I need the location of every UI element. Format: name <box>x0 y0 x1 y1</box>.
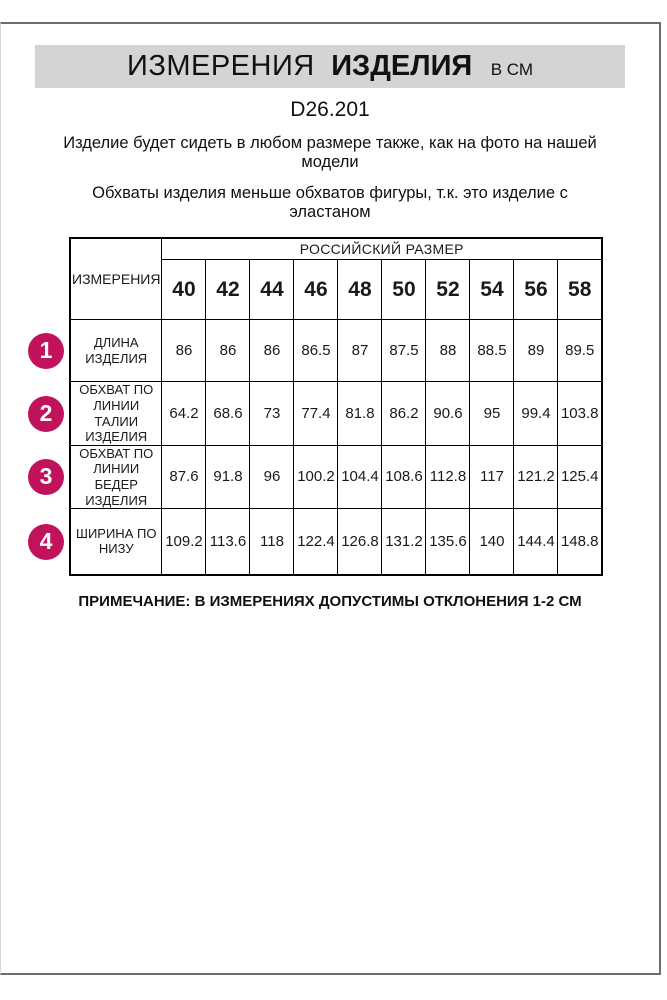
cell-r4-size48: 126.8 <box>338 509 382 575</box>
size-column-52: 52 <box>426 260 470 320</box>
cell-r2-size56: 99.4 <box>514 382 558 445</box>
cell-r1-size56: 89 <box>514 320 558 382</box>
model-code: D26.201 <box>290 98 370 121</box>
cell-r2-size54: 95 <box>470 382 514 445</box>
row-marker-number: 2 <box>39 400 53 427</box>
cell-r2-size48: 81.8 <box>338 382 382 445</box>
size-column-46: 46 <box>294 260 338 320</box>
row-marker-number: 3 <box>39 463 53 490</box>
cell-r2-size50: 86.2 <box>382 382 426 445</box>
cell-r2-size52: 90.6 <box>426 382 470 445</box>
cell-r4-size46: 122.4 <box>294 509 338 575</box>
cell-r2-size42: 68.6 <box>206 382 250 445</box>
page-title <box>35 45 625 88</box>
cell-r3-size50: 108.6 <box>382 445 426 508</box>
table-row <box>70 320 602 382</box>
cell-r4-size56: 144.4 <box>514 509 558 575</box>
row-header-3: ОБХВАТ ПО ЛИНИИ БЕДЕР ИЗДЕЛИЯ <box>70 445 162 508</box>
intro-line-2: Обхваты изделия меньше обхватов фигуры, т.к. это изделие с эластаном <box>92 183 568 222</box>
row-marker-2 <box>28 396 64 432</box>
size-column-42: 42 <box>206 260 250 320</box>
cell-r1-size40: 86 <box>162 320 206 382</box>
title-measurements: ИЗМЕРЕНИЯ <box>126 50 315 82</box>
page-frame <box>0 22 661 975</box>
cell-r3-size44: 96 <box>250 445 294 508</box>
cell-r1-size48: 87 <box>338 320 382 382</box>
cell-r4-size54: 140 <box>470 509 514 575</box>
table-row <box>70 445 602 508</box>
cell-r2-size44: 73 <box>250 382 294 445</box>
row-header-1: ДЛИНА ИЗДЕЛИЯ <box>70 320 162 382</box>
cell-r3-size58: 125.4 <box>558 445 602 508</box>
cell-r3-size42: 91.8 <box>206 445 250 508</box>
cell-r3-size48: 104.4 <box>338 445 382 508</box>
title-unit-cm: В СМ <box>490 60 534 79</box>
intro-line-1: Изделие будет сидеть в любом размере также, как на фото на нашей модели <box>63 134 597 172</box>
russian-size-header: РОССИЙСКИЙ РАЗМЕР <box>162 238 602 260</box>
cell-r2-size58: 103.8 <box>558 382 602 445</box>
cell-r1-size46: 86.5 <box>294 320 338 382</box>
row-marker-3 <box>28 459 64 495</box>
row-marker-number: 1 <box>39 337 53 364</box>
cell-r2-size40: 64.2 <box>162 382 206 445</box>
cell-r4-size50: 131.2 <box>382 509 426 575</box>
size-column-50: 50 <box>382 260 426 320</box>
cell-r1-size52: 88 <box>426 320 470 382</box>
size-column-56: 56 <box>514 260 558 320</box>
cell-r3-size46: 100.2 <box>294 445 338 508</box>
size-column-48: 48 <box>338 260 382 320</box>
cell-r4-size40: 109.2 <box>162 509 206 575</box>
cell-r3-size54: 117 <box>470 445 514 508</box>
size-column-58: 58 <box>558 260 602 320</box>
table-row <box>70 509 602 575</box>
size-table-area <box>1 237 659 576</box>
footnote: ПРИМЕЧАНИЕ: В ИЗМЕРЕНИЯХ ДОПУСТИМЫ ОТКЛОНЕНИЯ 1-2 СМ <box>78 592 582 610</box>
cell-r4-size58: 148.8 <box>558 509 602 575</box>
cell-r1-size50: 87.5 <box>382 320 426 382</box>
row-header-4: ШИРИНА ПО НИЗУ <box>70 509 162 575</box>
row-header-2: ОБХВАТ ПО ЛИНИИ ТАЛИИ ИЗДЕЛИЯ <box>70 382 162 445</box>
size-column-40: 40 <box>162 260 206 320</box>
cell-r3-size52: 112.8 <box>426 445 470 508</box>
row-marker-1 <box>28 333 64 369</box>
cell-r3-size56: 121.2 <box>514 445 558 508</box>
table-row <box>70 382 602 445</box>
size-table <box>69 237 603 576</box>
size-column-54: 54 <box>470 260 514 320</box>
cell-r4-size44: 118 <box>250 509 294 575</box>
row-marker-4 <box>28 524 64 560</box>
cell-r1-size58: 89.5 <box>558 320 602 382</box>
cell-r4-size42: 113.6 <box>206 509 250 575</box>
cell-r1-size44: 86 <box>250 320 294 382</box>
cell-r1-size54: 88.5 <box>470 320 514 382</box>
row-marker-number: 4 <box>39 528 53 555</box>
cell-r1-size42: 86 <box>206 320 250 382</box>
cell-r4-size52: 135.6 <box>426 509 470 575</box>
title-garment: ИЗДЕЛИЯ <box>331 50 473 82</box>
cell-r3-size40: 87.6 <box>162 445 206 508</box>
size-column-44: 44 <box>250 260 294 320</box>
measurements-header: ИЗМЕРЕНИЯ <box>70 238 162 320</box>
cell-r2-size46: 77.4 <box>294 382 338 445</box>
